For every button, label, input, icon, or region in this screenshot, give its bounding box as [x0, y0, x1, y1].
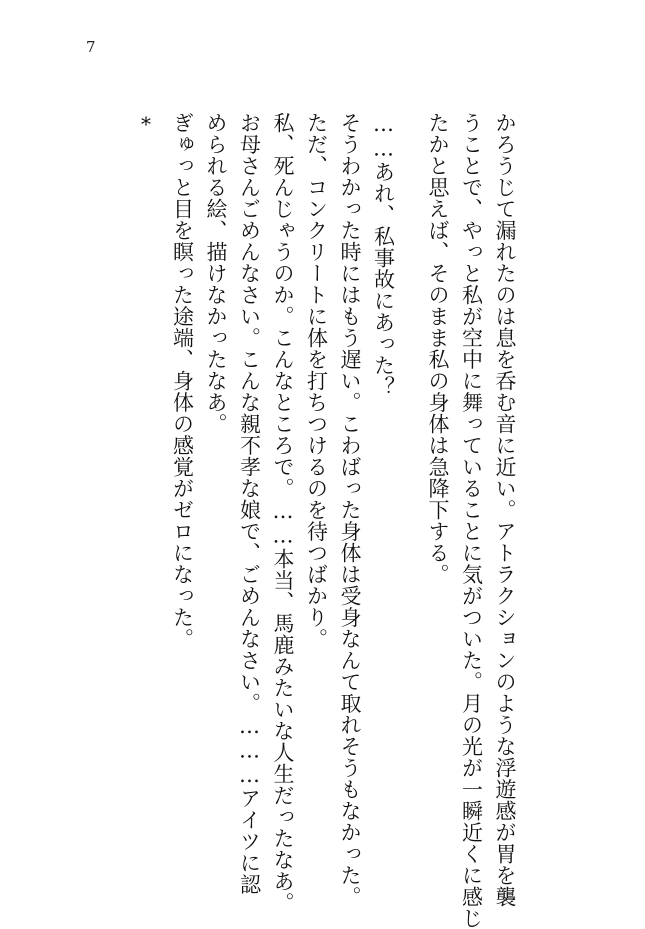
text-line-1: かろうじて漏れたのは息を呑む音に近い。アトラクションのような浮遊感が胃を襲: [493, 112, 517, 908]
body-text: [165, 112, 521, 929]
page-number: 7: [86, 38, 96, 56]
text-line-4: ……あれ、私事故にあった？: [371, 112, 396, 398]
text-line-3: たかと思えば、そのまま私の身体は急降下する。: [426, 112, 450, 585]
text-line-8: お母さんごめんなさい。こんな親不孝な娘で、ごめんなさい。………アイツに認: [237, 112, 262, 895]
text-line-9: められる絵、描けなかったなあ。: [204, 112, 228, 435]
text-line-7: 私、死んじゃうのか。こんなところで。……本当、馬鹿みたいな人生だったなあ。: [271, 112, 295, 914]
section-break-asterisk: *: [141, 112, 151, 136]
text-line-6: ただ、コンクリートに体を打ちつけるのを待つばかり。: [304, 112, 329, 650]
text-line-10: ぎゅっと目を瞑った途端、身体の感覚がゼロになった。: [170, 112, 195, 650]
text-line-5: そうわかった時にはもう遅い。こわばった身体は受身なんて取れそうもなかった。: [338, 112, 362, 908]
text-line-2: うことで、やっと私が空中に舞っていることに気がついた。月の光が一瞬近くに感じ: [459, 112, 484, 929]
